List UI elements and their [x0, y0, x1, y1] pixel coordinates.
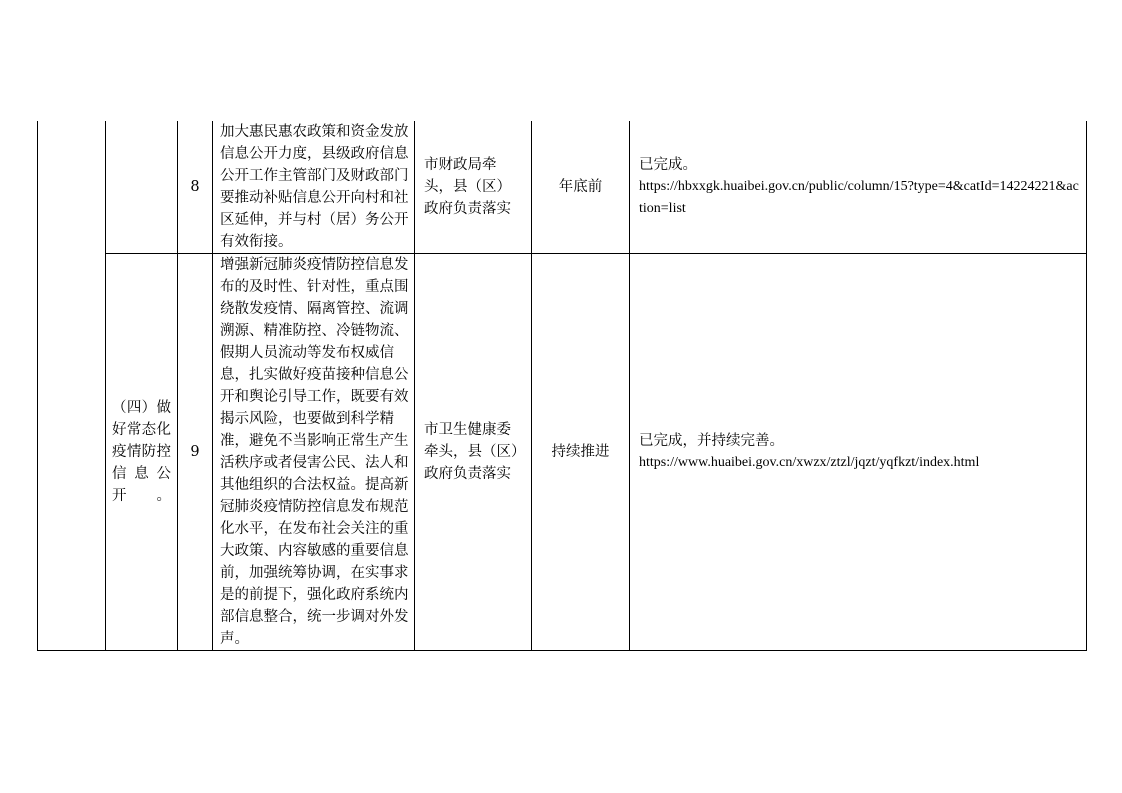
task-description: 加大惠民惠农政策和资金发放信息公开力度，县级政府信息公开工作主管部门及财政部门要推动补贴信息公开向村和社区延伸，并与村（居）务公开有效衔接。	[213, 121, 415, 254]
responsible-unit: 市财政局牵头，县（区）政府负责落实	[415, 121, 532, 254]
category-cell	[106, 121, 178, 254]
status-link[interactable]: https://hbxxgk.huaibei.gov.cn/public/column/15?type=4&catId=14224221&action=list	[639, 179, 1079, 216]
task-description: 增强新冠肺炎疫情防控信息发布的及时性、针对性，重点围绕散发疫情、隔离管控、流调溯源、精准防控、冷链物流、假期人员流动等发布权威信息，扎实做好疫苗接种信息公开和舆论引导工作，既要有效揭示风险，也要做到科学精准，避免不当影响正常生产生活秩序或者侵害公民、法人和其他组织的合法权益。提高新冠肺炎疫情防控信息发布规范化水平，在发布社会关注的重大政策、内容敏感的重要信息前，加强统筹协调，在实事求是的前提下，强化政府系统内部信息整合，统一步调对外发声。	[213, 254, 415, 651]
table-row	[38, 121, 1087, 254]
work-plan-table	[37, 121, 1087, 651]
status-link[interactable]: https://www.huaibei.gov.cn/xwzx/ztzl/jqzt/yqfkzt/index.html	[639, 455, 980, 470]
completion-timeline: 年底前	[532, 121, 630, 254]
completion-status	[630, 254, 1087, 651]
section-cell-empty	[38, 121, 106, 651]
status-text: 已完成。	[639, 157, 697, 173]
status-text: 已完成，并持续完善。	[639, 433, 784, 449]
completion-timeline: 持续推进	[532, 254, 630, 651]
category-cell: （四）做好常态化疫情防控信息公开。	[106, 254, 178, 651]
responsible-unit: 市卫生健康委牵头，县（区）政府负责落实	[415, 254, 532, 651]
task-index: 9	[178, 254, 213, 651]
task-index: 8	[178, 121, 213, 254]
table-row	[38, 254, 1087, 651]
completion-status	[630, 121, 1087, 254]
